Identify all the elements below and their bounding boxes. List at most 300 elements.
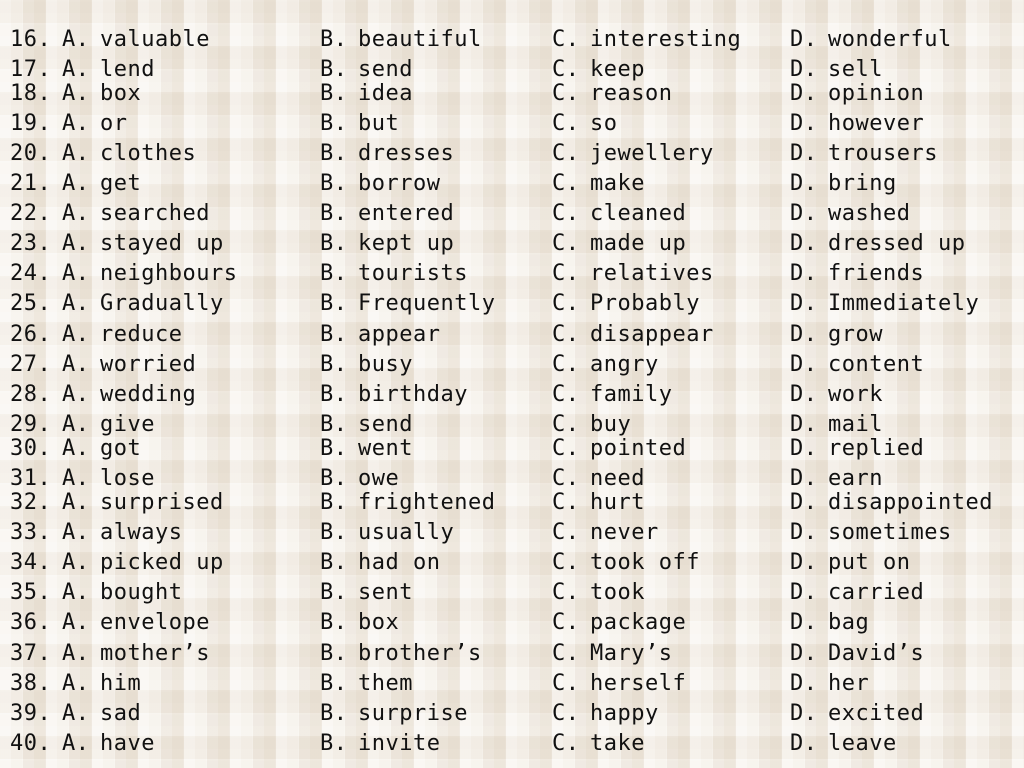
option-b: [320, 609, 399, 637]
option-letter: C.: [552, 520, 580, 545]
option-letter: B.: [320, 231, 348, 256]
option-b: [320, 230, 454, 258]
option-text: bag: [828, 610, 870, 635]
option-text: neighbours: [100, 261, 238, 286]
option-letter: A.: [62, 81, 90, 106]
question-number: 38.: [10, 671, 52, 696]
option-text: have: [100, 731, 155, 756]
question-row: [0, 640, 1024, 668]
question-number: 30.: [10, 436, 52, 461]
option-text: Gradually: [100, 291, 224, 316]
option-text: searched: [100, 201, 210, 226]
option-c: [552, 140, 714, 168]
option-letter: D.: [790, 352, 818, 377]
option-text: leave: [828, 731, 897, 756]
option-text: dresses: [358, 141, 455, 166]
option-text: disappointed: [828, 490, 993, 515]
option-a: [62, 140, 196, 168]
option-text: entered: [358, 201, 455, 226]
option-d: [790, 700, 924, 728]
question-number: 39.: [10, 701, 52, 726]
option-c: [552, 519, 659, 547]
option-text: interesting: [590, 27, 742, 52]
question-number: 18.: [10, 81, 52, 106]
option-text: had on: [358, 550, 441, 575]
option-b: [320, 80, 413, 108]
question-row: [0, 110, 1024, 138]
option-d: [790, 200, 910, 228]
option-letter: A.: [62, 322, 90, 347]
question-number: 22.: [10, 201, 52, 226]
option-letter: B.: [320, 27, 348, 52]
option-text: him: [100, 671, 142, 696]
option-letter: D.: [790, 171, 818, 196]
option-text: frightened: [358, 490, 496, 515]
option-d: [790, 549, 910, 577]
option-b: [320, 700, 468, 728]
option-letter: D.: [790, 731, 818, 756]
option-letter: B.: [320, 731, 348, 756]
option-text: earn: [828, 466, 883, 491]
option-text: bring: [828, 171, 897, 196]
option-letter: B.: [320, 466, 348, 491]
option-text: send: [358, 57, 413, 82]
option-letter: B.: [320, 520, 348, 545]
option-text: angry: [590, 352, 659, 377]
option-letter: B.: [320, 201, 348, 226]
option-letter: C.: [552, 466, 580, 491]
option-letter: A.: [62, 261, 90, 286]
option-c: [552, 170, 645, 198]
option-text: envelope: [100, 610, 210, 635]
question-number: 20.: [10, 141, 52, 166]
option-text: idea: [358, 81, 413, 106]
question-row: [0, 489, 1024, 517]
option-letter: C.: [552, 201, 580, 226]
option-letter: C.: [552, 550, 580, 575]
option-c: [552, 549, 700, 577]
option-letter: B.: [320, 261, 348, 286]
option-text: work: [828, 382, 883, 407]
question-row: [0, 609, 1024, 637]
option-text: lend: [100, 57, 155, 82]
option-b: [320, 351, 413, 379]
option-text: got: [100, 436, 142, 461]
question-row: [0, 80, 1024, 108]
option-b: [320, 640, 482, 668]
question-number: 33.: [10, 520, 52, 545]
option-letter: B.: [320, 490, 348, 515]
question-row: [0, 321, 1024, 349]
option-text: birthday: [358, 382, 468, 407]
option-letter: A.: [62, 382, 90, 407]
option-letter: A.: [62, 291, 90, 316]
option-d: [790, 290, 979, 318]
option-c: [552, 489, 645, 517]
option-text: surprised: [100, 490, 224, 515]
option-a: [62, 640, 210, 668]
option-letter: C.: [552, 111, 580, 136]
option-d: [790, 351, 924, 379]
option-a: [62, 435, 141, 463]
option-text: grow: [828, 322, 883, 347]
option-text: carried: [828, 580, 925, 605]
option-letter: A.: [62, 352, 90, 377]
option-text: relatives: [590, 261, 714, 286]
option-letter: A.: [62, 171, 90, 196]
option-letter: C.: [552, 27, 580, 52]
question-row: [0, 26, 1024, 54]
option-d: [790, 260, 924, 288]
option-c: [552, 609, 686, 637]
option-c: [552, 230, 686, 258]
option-b: [320, 489, 495, 517]
option-text: Mary’s: [590, 641, 673, 666]
option-c: [552, 579, 645, 607]
option-c: [552, 290, 700, 318]
option-text: take: [590, 731, 645, 756]
question-row: [0, 549, 1024, 577]
option-text: get: [100, 171, 142, 196]
option-text: never: [590, 520, 659, 545]
option-letter: C.: [552, 291, 580, 316]
option-letter: C.: [552, 490, 580, 515]
option-d: [790, 80, 924, 108]
option-d: [790, 519, 952, 547]
option-letter: D.: [790, 610, 818, 635]
option-text: give: [100, 412, 155, 437]
option-letter: D.: [790, 291, 818, 316]
option-text: mother’s: [100, 641, 210, 666]
option-letter: A.: [62, 466, 90, 491]
option-letter: A.: [62, 201, 90, 226]
option-text: wonderful: [828, 27, 952, 52]
option-letter: C.: [552, 231, 580, 256]
option-text: keep: [590, 57, 645, 82]
option-letter: D.: [790, 671, 818, 696]
option-c: [552, 26, 741, 54]
option-text: owe: [358, 466, 400, 491]
option-text: them: [358, 671, 413, 696]
option-letter: A.: [62, 141, 90, 166]
option-letter: B.: [320, 352, 348, 377]
option-b: [320, 140, 454, 168]
option-text: worried: [100, 352, 197, 377]
option-text: buy: [590, 412, 632, 437]
option-letter: D.: [790, 466, 818, 491]
option-letter: D.: [790, 111, 818, 136]
option-letter: C.: [552, 671, 580, 696]
question-row: [0, 230, 1024, 258]
option-letter: A.: [62, 490, 90, 515]
option-a: [62, 381, 196, 409]
question-row: [0, 290, 1024, 318]
option-text: busy: [358, 352, 413, 377]
option-letter: D.: [790, 141, 818, 166]
option-letter: D.: [790, 490, 818, 515]
option-b: [320, 381, 468, 409]
option-text: kept up: [358, 231, 455, 256]
option-text: Probably: [590, 291, 700, 316]
option-b: [320, 519, 454, 547]
question-number: 32.: [10, 490, 52, 515]
option-a: [62, 230, 224, 258]
option-d: [790, 381, 883, 409]
question-number: 31.: [10, 466, 52, 491]
option-letter: C.: [552, 641, 580, 666]
option-text: made up: [590, 231, 687, 256]
option-letter: B.: [320, 81, 348, 106]
option-letter: D.: [790, 550, 818, 575]
question-number: 24.: [10, 261, 52, 286]
option-letter: B.: [320, 141, 348, 166]
option-letter: A.: [62, 231, 90, 256]
question-number: 16.: [10, 27, 52, 52]
option-c: [552, 435, 686, 463]
option-b: [320, 110, 399, 138]
question-number: 37.: [10, 641, 52, 666]
option-c: [552, 260, 714, 288]
option-text: mail: [828, 412, 883, 437]
option-letter: B.: [320, 580, 348, 605]
option-letter: D.: [790, 580, 818, 605]
option-text: jewellery: [590, 141, 714, 166]
option-text: washed: [828, 201, 911, 226]
option-text: took off: [590, 550, 700, 575]
option-text: went: [358, 436, 413, 461]
option-a: [62, 700, 141, 728]
option-b: [320, 670, 413, 698]
option-letter: B.: [320, 382, 348, 407]
option-letter: B.: [320, 610, 348, 635]
option-c: [552, 640, 672, 668]
option-text: however: [828, 111, 925, 136]
option-text: box: [358, 610, 400, 635]
option-d: [790, 670, 869, 698]
option-text: trousers: [828, 141, 938, 166]
option-c: [552, 321, 714, 349]
option-text: her: [828, 671, 870, 696]
option-c: [552, 730, 645, 758]
option-letter: C.: [552, 382, 580, 407]
option-a: [62, 609, 210, 637]
option-letter: B.: [320, 322, 348, 347]
option-b: [320, 435, 413, 463]
option-text: cleaned: [590, 201, 687, 226]
option-d: [790, 579, 924, 607]
option-text: invite: [358, 731, 441, 756]
option-letter: B.: [320, 111, 348, 136]
option-d: [790, 640, 924, 668]
option-text: or: [100, 111, 128, 136]
question-number: 36.: [10, 610, 52, 635]
option-a: [62, 519, 182, 547]
option-letter: D.: [790, 57, 818, 82]
option-a: [62, 170, 141, 198]
option-letter: A.: [62, 111, 90, 136]
option-text: beautiful: [358, 27, 482, 52]
option-b: [320, 26, 482, 54]
option-d: [790, 321, 883, 349]
option-text: usually: [358, 520, 455, 545]
option-letter: C.: [552, 57, 580, 82]
option-letter: B.: [320, 701, 348, 726]
option-a: [62, 290, 224, 318]
question-number: 17.: [10, 57, 52, 82]
option-text: borrow: [358, 171, 441, 196]
option-letter: C.: [552, 436, 580, 461]
option-b: [320, 170, 440, 198]
question-row: [0, 351, 1024, 379]
question-row: [0, 700, 1024, 728]
option-text: disappear: [590, 322, 714, 347]
option-letter: A.: [62, 412, 90, 437]
option-d: [790, 26, 952, 54]
question-row: [0, 519, 1024, 547]
option-b: [320, 579, 413, 607]
option-text: bought: [100, 580, 183, 605]
question-row: [0, 260, 1024, 288]
question-row: [0, 579, 1024, 607]
option-text: happy: [590, 701, 659, 726]
option-d: [790, 230, 965, 258]
option-text: sometimes: [828, 520, 952, 545]
option-text: valuable: [100, 27, 210, 52]
option-text: Immediately: [828, 291, 980, 316]
option-letter: D.: [790, 520, 818, 545]
option-c: [552, 351, 659, 379]
option-c: [552, 200, 686, 228]
option-d: [790, 609, 869, 637]
option-letter: C.: [552, 701, 580, 726]
question-number: 40.: [10, 731, 52, 756]
option-b: [320, 730, 440, 758]
option-letter: B.: [320, 57, 348, 82]
option-letter: A.: [62, 641, 90, 666]
option-text: reduce: [100, 322, 183, 347]
option-c: [552, 670, 686, 698]
option-b: [320, 321, 440, 349]
option-a: [62, 730, 155, 758]
option-text: clothes: [100, 141, 197, 166]
question-number: 28.: [10, 382, 52, 407]
option-letter: D.: [790, 261, 818, 286]
option-letter: A.: [62, 610, 90, 635]
question-row: [0, 670, 1024, 698]
option-letter: C.: [552, 171, 580, 196]
option-letter: B.: [320, 641, 348, 666]
option-text: stayed up: [100, 231, 224, 256]
option-letter: B.: [320, 550, 348, 575]
option-letter: A.: [62, 27, 90, 52]
option-b: [320, 200, 454, 228]
option-text: sell: [828, 57, 883, 82]
option-text: herself: [590, 671, 687, 696]
option-text: send: [358, 412, 413, 437]
option-c: [552, 110, 618, 138]
option-text: box: [100, 81, 142, 106]
option-letter: A.: [62, 671, 90, 696]
option-text: family: [590, 382, 673, 407]
option-text: opinion: [828, 81, 925, 106]
option-text: replied: [828, 436, 925, 461]
option-a: [62, 110, 128, 138]
option-text: tourists: [358, 261, 468, 286]
option-letter: C.: [552, 580, 580, 605]
option-d: [790, 435, 924, 463]
option-a: [62, 200, 210, 228]
option-c: [552, 381, 672, 409]
option-letter: A.: [62, 701, 90, 726]
option-letter: C.: [552, 322, 580, 347]
question-number: 25.: [10, 291, 52, 316]
option-text: dressed up: [828, 231, 966, 256]
option-a: [62, 549, 224, 577]
option-letter: B.: [320, 671, 348, 696]
option-d: [790, 110, 924, 138]
option-text: reason: [590, 81, 673, 106]
option-c: [552, 80, 672, 108]
option-text: hurt: [590, 490, 645, 515]
option-text: pointed: [590, 436, 687, 461]
option-letter: A.: [62, 731, 90, 756]
option-text: wedding: [100, 382, 197, 407]
question-number: 23.: [10, 231, 52, 256]
option-letter: D.: [790, 81, 818, 106]
option-text: need: [590, 466, 645, 491]
option-a: [62, 26, 210, 54]
option-letter: A.: [62, 57, 90, 82]
option-a: [62, 351, 196, 379]
option-letter: D.: [790, 382, 818, 407]
option-letter: D.: [790, 322, 818, 347]
option-text: picked up: [100, 550, 224, 575]
option-letter: A.: [62, 436, 90, 461]
question-number: 26.: [10, 322, 52, 347]
option-a: [62, 321, 182, 349]
option-a: [62, 260, 237, 288]
option-text: make: [590, 171, 645, 196]
question-row: [0, 170, 1024, 198]
question-row: [0, 200, 1024, 228]
option-letter: D.: [790, 701, 818, 726]
question-row: [0, 381, 1024, 409]
option-text: sent: [358, 580, 413, 605]
option-text: lose: [100, 466, 155, 491]
option-text: friends: [828, 261, 925, 286]
option-letter: B.: [320, 436, 348, 461]
option-letter: D.: [790, 231, 818, 256]
option-text: appear: [358, 322, 441, 347]
option-a: [62, 670, 141, 698]
option-text: but: [358, 111, 400, 136]
option-letter: D.: [790, 412, 818, 437]
question-row: [0, 140, 1024, 168]
option-d: [790, 170, 897, 198]
option-letter: D.: [790, 27, 818, 52]
option-a: [62, 80, 141, 108]
option-letter: D.: [790, 201, 818, 226]
option-letter: C.: [552, 352, 580, 377]
option-letter: D.: [790, 641, 818, 666]
option-letter: B.: [320, 291, 348, 316]
option-text: package: [590, 610, 687, 635]
option-letter: B.: [320, 171, 348, 196]
question-number: 21.: [10, 171, 52, 196]
option-text: excited: [828, 701, 925, 726]
option-text: took: [590, 580, 645, 605]
option-letter: C.: [552, 610, 580, 635]
